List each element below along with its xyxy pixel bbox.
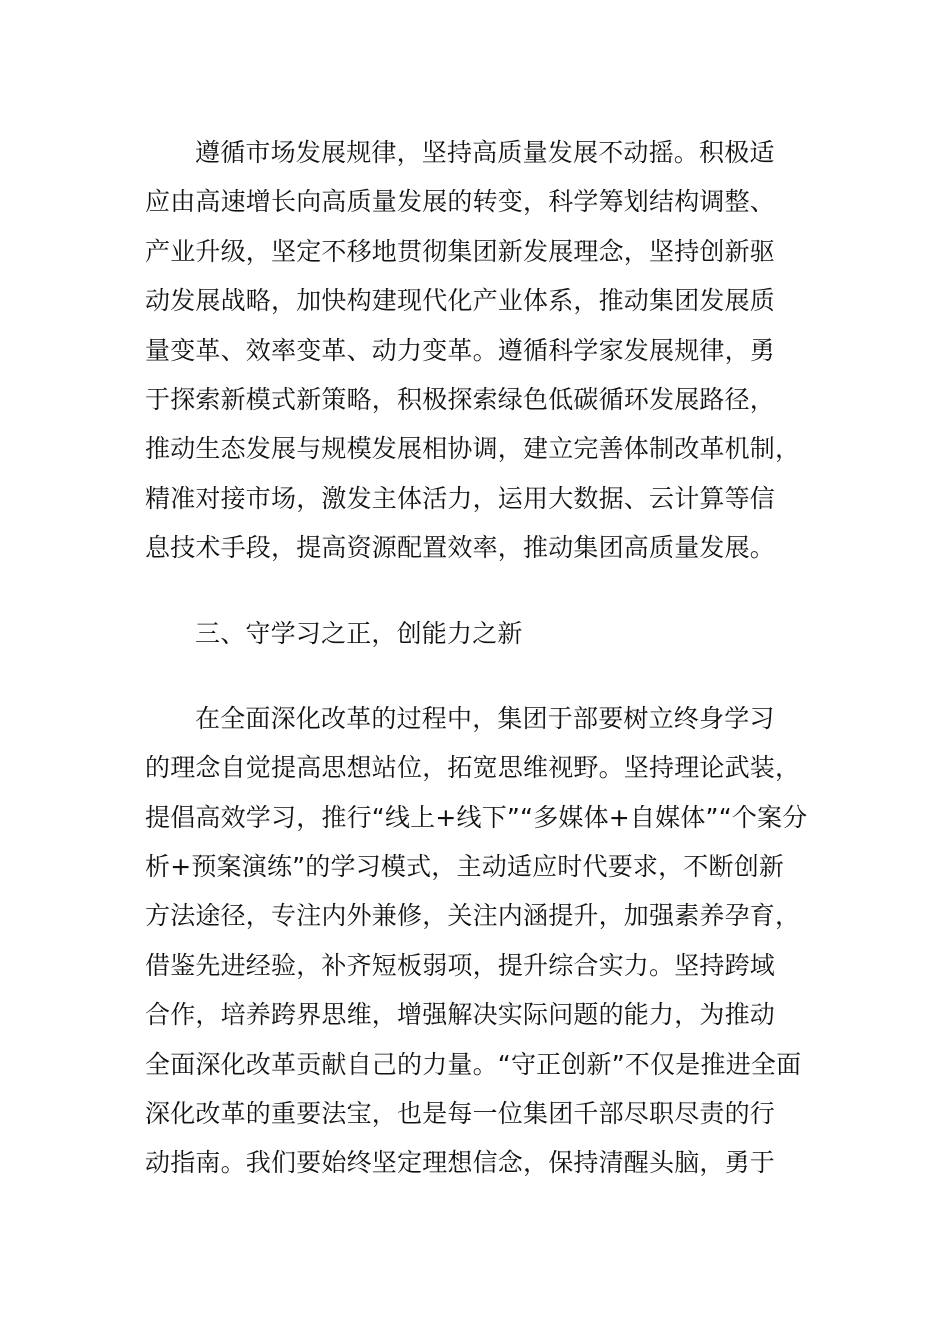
paragraph-learning (145, 694, 810, 1188)
text-line: 精准对接市场，激发主体活力，运用大数据、云计算等信 (145, 483, 776, 513)
text-line: 于探索新模式新策略，积极探索绿色低碳循环发展路径， (145, 384, 776, 414)
text-line: 息技术手段，提高资源配置效率，推动集团高质量发展。 (145, 533, 776, 563)
text-line: 析+预案演练”的学习模式，主动适应时代要求，不断创新 (145, 852, 785, 882)
text-line: 在全面深化改革的过程中，集团于部要树立终身学习 (195, 703, 775, 733)
text-line: 量变革、效率变革、动力变革。遵循科学家发展规律，勇 (145, 335, 776, 365)
text-line: 产业升级，坚定不移地贯彻集团新发展理念，坚持创新驱 (145, 236, 776, 266)
text-line: 应由高速增长向高质量发展的转变，科学筹划结构调整、 (145, 187, 776, 217)
text-line: 遵循市场发展规律，坚持高质量发展不动摇。积极适 (195, 138, 775, 167)
heading-text: 三、守学习之正，创能力之新 (195, 618, 523, 648)
text-line: 深化改革的重要法宝，也是每一位集团千部尽职尽责的行 (145, 1099, 776, 1129)
text-line: 合作，培养跨界思维，增强解决实际问题的能力，为推动 (145, 1000, 776, 1030)
text-line: 推动生态发展与规模发展相协调，建立完善体制改革机制， (145, 434, 801, 464)
text-line: 的理念自觉提高思想站位，拓宽思维视野。坚持理论武装， (145, 753, 801, 783)
text-line: 动指南。我们要始终坚定理想信念，保持清醒头脑，勇于 (145, 1148, 776, 1178)
document-body (145, 128, 810, 1188)
section-heading (145, 609, 810, 658)
text-line: 方法途径，专注内外兼修，关注内涵提升，加强素养孕育， (145, 901, 801, 931)
text-line: 全面深化改革贡献自己的力量。“守正创新”不仅是推进全面 (145, 1049, 802, 1079)
text-line: 借鉴先进经验，补齐短板弱项，提升综合实力。坚持跨域 (145, 950, 776, 980)
paragraph-gap (145, 658, 810, 694)
text-line: 提倡高效学习，推行“线上+线下”“多媒体+自媒体”“个案分 (145, 802, 808, 832)
text-line: 动发展战略，加快构建现代化产业体系，推动集团发展质 (145, 286, 776, 316)
paragraph-market-development (145, 128, 810, 573)
paragraph-gap (145, 573, 810, 609)
